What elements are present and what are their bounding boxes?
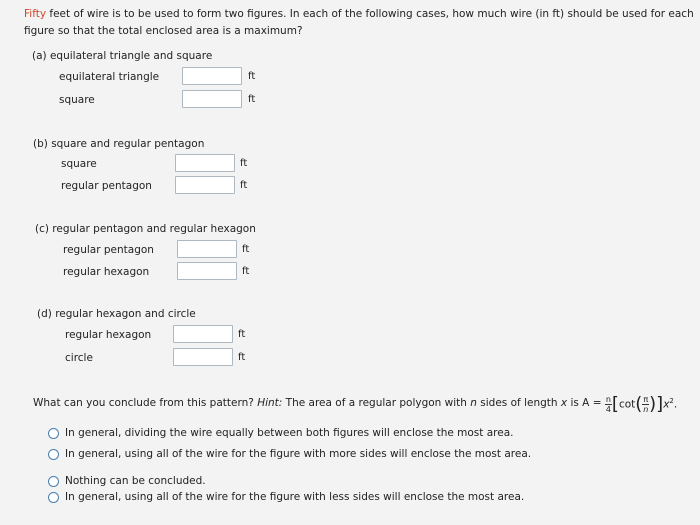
question-lead: What can you conclude from this pattern? [33, 397, 258, 409]
part-a-heading: (a) equilateral triangle and square [32, 50, 213, 62]
part-d-unit-1: ft [238, 329, 246, 340]
part-b-answer-2-input[interactable] [175, 176, 235, 194]
formula-numerator: n [605, 395, 611, 404]
highlighted-word: Fifty [24, 8, 47, 20]
part-b-unit-1: ft [240, 158, 248, 169]
problem-text: feet of wire is to be used to form two figures. In each of the following cases, how much wire (in ft) should be used for each figure so that the total enclosed area is a maximum? [24, 8, 694, 37]
formula-left-bracket: [ [611, 393, 619, 415]
radio-button[interactable] [48, 492, 59, 503]
part-a-answer-2-input[interactable] [182, 90, 242, 108]
option-2-label: In general, using all of the wire for the figure with more sides will enclose the most area. [65, 448, 532, 460]
option-4[interactable] [48, 490, 524, 504]
formula-fraction [605, 395, 612, 414]
part-c-heading: (c) regular pentagon and regular hexagon [35, 223, 256, 235]
part-b-heading: (b) square and regular pentagon [33, 138, 205, 150]
part-b-label-2: regular pentagon [61, 180, 152, 192]
part-c-unit-2: ft [242, 266, 250, 277]
hint-var-n: n [470, 397, 477, 409]
part-a-label-2: square [59, 94, 95, 106]
hint-text: The area of a regular polygon with [282, 397, 471, 409]
problem-statement [24, 6, 694, 40]
formula-right-paren: ) [649, 393, 657, 415]
formula-pi-denominator: n [643, 405, 649, 414]
formula-right-bracket: ] [656, 393, 664, 415]
part-c-label-2: regular hexagon [63, 266, 150, 278]
part-c-label-1: regular pentagon [63, 244, 154, 256]
hint-is-a: is A = [567, 397, 605, 409]
option-3[interactable] [48, 474, 206, 488]
part-b-unit-2: ft [240, 180, 248, 191]
option-4-label: In general, using all of the wire for the figure with less sides will enclose the most area. [65, 491, 525, 503]
part-d-heading: (d) regular hexagon and circle [37, 308, 196, 320]
formula-left-paren: ( [635, 393, 643, 415]
option-2[interactable] [48, 447, 531, 461]
part-d-label-1: regular hexagon [65, 329, 152, 341]
part-d-answer-1-input[interactable] [173, 325, 233, 343]
option-3-label: Nothing can be concluded. [65, 475, 206, 487]
part-b-answer-1-input[interactable] [175, 154, 235, 172]
part-c-unit-1: ft [242, 244, 250, 255]
part-d-unit-2: ft [238, 352, 246, 363]
formula-x: x [663, 398, 670, 411]
hint-label: Hint: [257, 397, 283, 409]
area-formula [605, 392, 677, 414]
radio-button[interactable] [48, 449, 59, 460]
part-a-label-1: equilateral triangle [59, 71, 160, 83]
part-b-label-1: square [61, 158, 97, 170]
part-a-unit-2: ft [248, 94, 256, 105]
hint-var-x: x [560, 397, 568, 409]
part-d-label-2: circle [65, 352, 93, 364]
formula-denominator: 4 [605, 405, 611, 414]
part-a-answer-1-input[interactable] [182, 67, 242, 85]
formula-pi: π [643, 395, 649, 404]
part-c-answer-1-input[interactable] [177, 240, 237, 258]
part-d-answer-2-input[interactable] [173, 348, 233, 366]
formula-period: . [673, 398, 678, 411]
option-1-label: In general, dividing the wire equally between both figures will enclose the most area. [65, 427, 514, 439]
formula-cot: cot [618, 398, 636, 411]
part-c-answer-2-input[interactable] [177, 262, 237, 280]
radio-button[interactable] [48, 476, 59, 487]
formula-exponent: 2 [669, 397, 674, 405]
option-1[interactable] [48, 426, 514, 440]
hint-mid: sides of length [476, 397, 561, 409]
part-a-unit-1: ft [248, 71, 256, 82]
conclusion-question [33, 392, 677, 414]
radio-button[interactable] [48, 428, 59, 439]
